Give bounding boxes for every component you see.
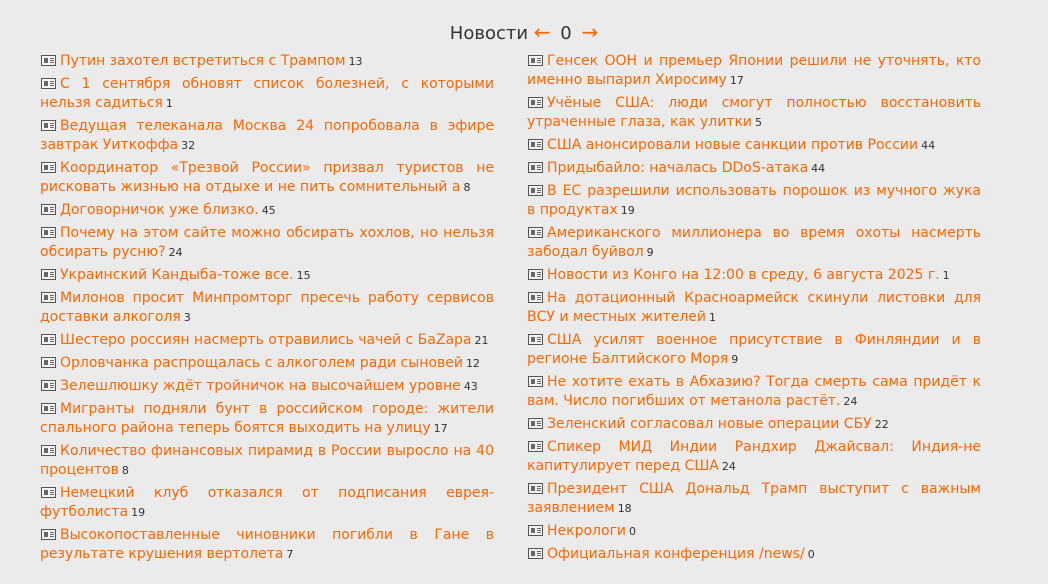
news-title-link[interactable]: Зеленский согласовал новые операции СБУ [547,416,872,432]
news-item [527,94,981,132]
page-title: Новости [449,23,529,44]
comment-count: 3 [183,311,191,324]
news-item [527,224,981,262]
comment-count: 44 [921,139,936,152]
newspaper-icon [528,185,543,196]
news-title-link[interactable]: Новости из Конго на 12:00 в среду, 6 августа 2025 г. [547,267,940,283]
news-item [40,75,494,113]
comment-count: 1 [942,269,950,282]
news-item [40,201,494,220]
comment-count: 44 [811,162,826,175]
news-item [527,438,981,476]
comment-count: 19 [620,204,635,217]
news-item [40,159,494,197]
news-item [40,289,494,327]
newspaper-icon [528,376,543,387]
comment-count: 24 [843,395,858,408]
next-page-arrow[interactable]: → [581,20,599,44]
comment-count: 9 [646,246,654,259]
comment-count: 24 [721,460,736,473]
news-title-link[interactable]: Украинский Кандыба-тоже все. [60,267,294,283]
newspaper-icon [528,269,543,280]
newspaper-icon [41,487,56,498]
comment-count: 1 [165,97,173,110]
newspaper-icon [41,162,56,173]
comment-count: 19 [131,506,146,519]
comment-count: 21 [474,334,489,347]
newspaper-icon [528,483,543,494]
newspaper-icon [41,334,56,345]
news-column-left [40,52,494,568]
newspaper-icon [528,292,543,303]
news-title-link[interactable]: Президент США Дональд Трамп выступит с важным заявлением [527,481,981,516]
newspaper-icon [528,97,543,108]
comment-count: 12 [465,357,480,370]
news-title-link[interactable]: Генсек ООН и премьер Японии решили не уточнять, кто именно выпарил Хиросиму [527,53,981,88]
news-item [527,331,981,369]
news-title-link[interactable]: Путин захотел встретиться с Трампом [60,53,346,69]
newspaper-icon [41,120,56,131]
news-item [527,415,981,434]
news-title-link[interactable]: Некрологи [547,523,627,539]
comment-count: 43 [463,380,478,393]
news-item [40,377,494,396]
comment-count: 13 [348,55,363,68]
news-item [40,224,494,262]
comment-count: 7 [286,548,294,561]
news-title-link[interactable]: Координатор «Трезвой России» призвал туристов не рисковать жизнью на отдыхе и не пить сомнительный а [40,160,494,195]
comment-count: 32 [181,139,196,152]
newspaper-icon [41,204,56,215]
news-item [40,331,494,350]
news-header [0,21,1048,45]
news-item [40,484,494,522]
news-item [527,52,981,90]
news-item [527,182,981,220]
newspaper-icon [41,78,56,89]
newspaper-icon [41,292,56,303]
news-item [527,373,981,411]
news-title-link[interactable]: США анонсировали новые санкции против России [547,137,919,153]
newspaper-icon [41,445,56,456]
newspaper-icon [528,418,543,429]
news-item [40,117,494,155]
news-item [527,159,981,178]
news-item [527,480,981,518]
news-title-link[interactable]: Ведущая телеканала Москва 24 попробовала в эфире завтрак Уиткоффа [40,118,494,153]
news-item [527,545,981,564]
news-item [527,289,981,327]
comment-count: 0 [807,548,815,561]
news-title-link[interactable]: Американского миллионера во время охоты насмерть забодал буйвол [527,225,981,260]
newspaper-icon [528,441,543,452]
news-title-link[interactable]: В ЕС разрешили использовать порошок из мучного жука в продуктах [527,183,981,218]
newspaper-icon [528,548,543,559]
news-item [40,400,494,438]
comment-count: 8 [463,181,471,194]
newspaper-icon [528,162,543,173]
news-title-link[interactable]: Придыбайло: началась DDoS-атака [547,160,809,176]
news-item [527,522,981,541]
comment-count: 24 [168,246,183,259]
newspaper-icon [41,269,56,280]
comment-count: 15 [296,269,311,282]
comment-count: 9 [731,353,739,366]
newspaper-icon [41,357,56,368]
news-title-link[interactable]: Немецкий клуб отказался от подписания еврея-футболиста [40,485,494,520]
news-title-link[interactable]: Почему на этом сайте можно обсирать хохлов, но нельзя обсирать русню? [40,225,494,260]
news-title-link[interactable]: Высокопоставленные чиновники погибли в Гане в результате крушения вертолета [40,527,494,562]
news-title-link[interactable]: Милонов просит Минпромторг пресечь работу сервисов доставки алкоголя [40,290,494,325]
news-item [40,266,494,285]
comment-count: 17 [729,74,744,87]
news-item [527,136,981,155]
news-title-link[interactable]: С 1 сентября обновят список болезней, с которыми нельзя садиться [40,76,494,111]
newspaper-icon [41,55,56,66]
news-title-link[interactable]: Официальная конференция /news/ [547,546,805,562]
newspaper-icon [528,334,543,345]
comment-count: 8 [121,464,129,477]
comment-count: 0 [629,525,637,538]
prev-page-arrow[interactable]: ← [533,20,551,44]
news-title-link[interactable]: Мигранты подняли бунт в российском городе: жители спального района теперь боятся выходить на улицу [40,401,494,436]
newspaper-icon [528,525,543,536]
newspaper-icon [41,529,56,540]
newspaper-icon [41,227,56,238]
comment-count: 5 [755,116,763,129]
news-title-link[interactable]: Орловчанка распрощалась с алкоголем ради сыновей [60,355,463,371]
page-number: 0 [560,23,572,44]
comment-count: 22 [874,418,889,431]
news-item [40,354,494,373]
comment-count: 45 [261,204,276,217]
newspaper-icon [41,380,56,391]
news-title-link[interactable]: Шестеро россиян насмерть отравились чачей с БаZара [60,332,472,348]
news-title-link[interactable]: Учёные США: люди смогут полностью восстановить утраченные глаза, как улитки [527,95,981,130]
news-title-link[interactable]: Количество финансовых пирамид в России выросло на 40 процентов [40,443,494,478]
news-title-link[interactable]: Договорничок уже близко. [60,202,259,218]
news-column-right [527,52,981,568]
news-title-link[interactable]: На дотационный Красноармейск скинули листовки для ВСУ и местных жителей [527,290,981,325]
newspaper-icon [41,403,56,414]
comment-count: 17 [433,422,448,435]
newspaper-icon [528,227,543,238]
news-title-link[interactable]: Не хотите ехать в Абхазию? Тогда смерть сама придёт к вам. Число погибших от метанола растёт. [527,374,981,409]
news-item [40,526,494,564]
news-item [40,442,494,480]
comment-count: 1 [709,311,717,324]
newspaper-icon [528,55,543,66]
news-title-link[interactable]: Спикер МИД Индии Рандхир Джайсвал: Индия-не капитулирует перед США [527,439,981,474]
newspaper-icon [528,139,543,150]
news-title-link[interactable]: США усилят военное присутствие в Финляндии и в регионе Балтийского Моря [527,332,981,367]
comment-count: 18 [617,502,632,515]
news-item [527,266,981,285]
news-item [40,52,494,71]
news-title-link[interactable]: Зелешлюшку ждёт тройничок на высочайшем уровне [60,378,461,394]
